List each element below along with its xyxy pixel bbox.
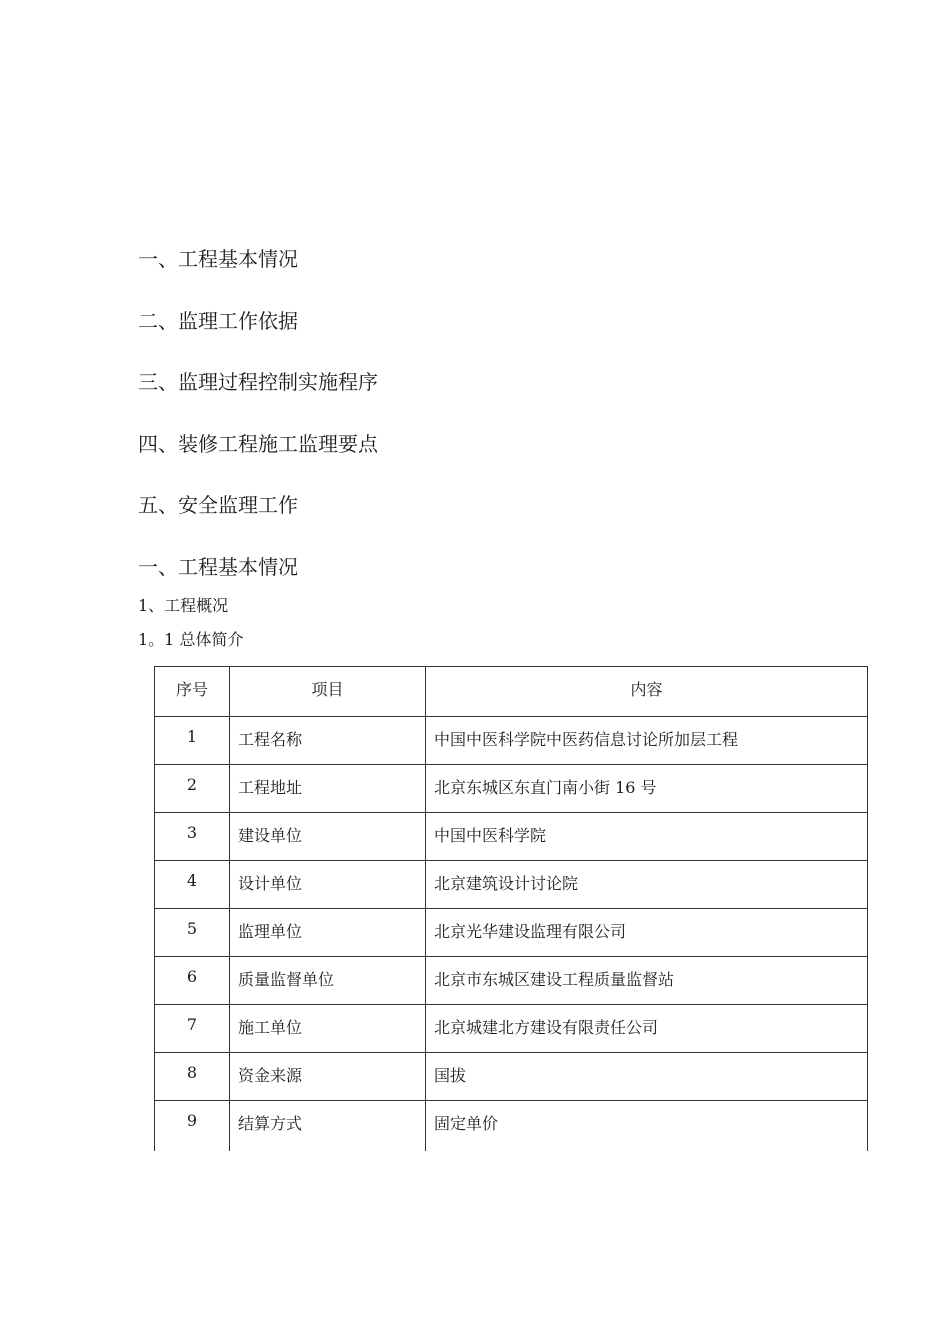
cell-index: 5 (155, 909, 230, 957)
toc-item: 一、工程基本情况 (138, 247, 298, 271)
header-item: 项目 (230, 667, 426, 717)
cell-content: 北京市东城区建设工程质量监督站 (426, 957, 868, 1005)
table-row (155, 1053, 868, 1101)
cell-index: 8 (155, 1053, 230, 1101)
header-content: 内容 (426, 667, 868, 717)
subsection-heading: 1、工程概况 (138, 596, 229, 615)
subsubsection-heading: 1。1 总体简介 (138, 630, 244, 649)
cell-content: 北京东城区东直门南小街 16 号 (426, 765, 868, 813)
toc-item: 五、安全监理工作 (138, 493, 298, 517)
cell-content: 中国中医科学院 (426, 813, 868, 861)
cell-item: 资金来源 (230, 1053, 426, 1101)
cell-item: 结算方式 (230, 1101, 426, 1151)
toc-item: 三、监理过程控制实施程序 (138, 370, 378, 394)
table-row (155, 909, 868, 957)
table-row (155, 861, 868, 909)
cell-index: 4 (155, 861, 230, 909)
table-row (155, 717, 868, 765)
table-row (155, 957, 868, 1005)
header-index: 序号 (155, 667, 230, 717)
project-info-table (154, 666, 868, 1151)
cell-index: 3 (155, 813, 230, 861)
cell-item: 工程名称 (230, 717, 426, 765)
table-row (155, 765, 868, 813)
cell-item: 施工单位 (230, 1005, 426, 1053)
table-of-contents (138, 244, 378, 552)
toc-item: 四、装修工程施工监理要点 (138, 431, 378, 456)
cell-content: 北京建筑设计讨论院 (426, 861, 868, 909)
cell-index: 6 (155, 957, 230, 1005)
cell-content: 国拔 (426, 1053, 868, 1101)
cell-index: 7 (155, 1005, 230, 1053)
section-heading: 一、工程基本情况 (138, 555, 298, 579)
table-row (155, 1005, 868, 1053)
cell-content: 北京城建北方建设有限责任公司 (426, 1005, 868, 1053)
cell-item: 质量监督单位 (230, 957, 426, 1005)
cell-content: 北京光华建设监理有限公司 (426, 909, 868, 957)
table-header-row (155, 667, 868, 717)
cell-index: 1 (155, 717, 230, 765)
cell-item: 建设单位 (230, 813, 426, 861)
cell-index: 9 (155, 1101, 230, 1151)
cell-item: 设计单位 (230, 861, 426, 909)
table-row (155, 813, 868, 861)
cell-index: 2 (155, 765, 230, 813)
cell-item: 工程地址 (230, 765, 426, 813)
cell-content: 固定单价 (426, 1101, 868, 1151)
cell-content: 中国中医科学院中医药信息讨论所加层工程 (426, 717, 868, 765)
toc-item: 二、监理工作依据 (138, 308, 298, 333)
cell-item: 监理单位 (230, 909, 426, 957)
table-row (155, 1101, 868, 1151)
